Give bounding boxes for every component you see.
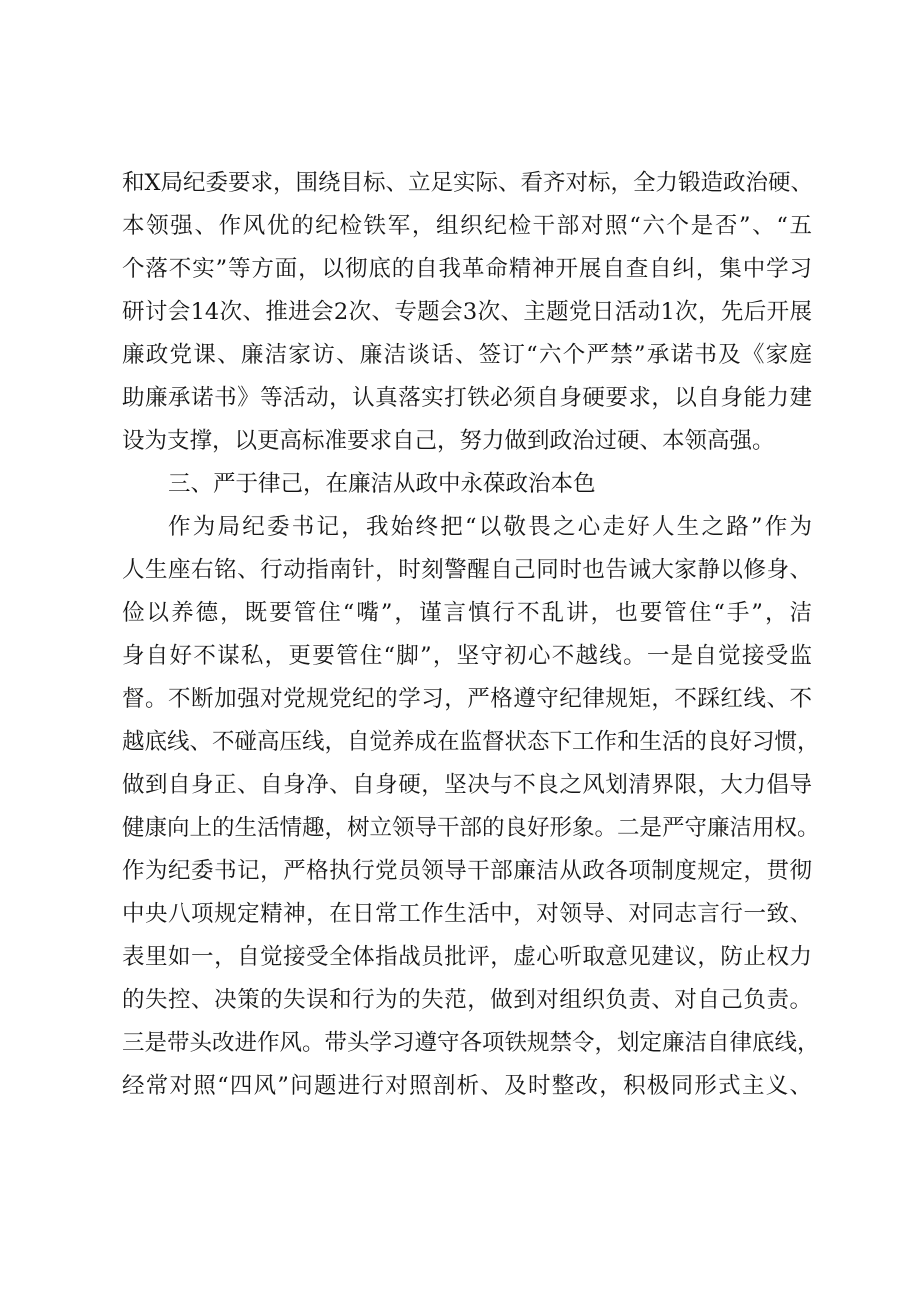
body-text-line: 研讨会14次、推进会2次、专题会3次、主题党日活动1次，先后开展 [122,299,812,325]
body-text-line: 俭以养德，既要管住“嘴”，谨言慎行不乱讲，也要管住“手”，洁 [122,600,812,626]
body-text-line: 督。不断加强对党规党纪的学习，严格遵守纪律规矩，不踩红线、不 [122,686,812,712]
body-text-line: 经常对照“四风”问题进行对照剖析、及时整改，积极同形式主义、 [122,1073,812,1099]
body-text-line: 健康向上的生活情趣，树立领导干部的良好形象。二是严守廉洁用权。 [122,815,820,841]
body-text-line: 作为纪委书记，严格执行党员领导干部廉洁从政各项制度规定，贯彻 [122,858,812,884]
body-text-line: 人生座右铭、行动指南针，时刻警醒自己同时也告诫大家静以修身、 [122,557,812,583]
body-text-line: 中央八项规定精神，在日常工作生活中，对领导、对同志言行一致、 [122,901,812,927]
body-text-line: 表里如一，自觉接受全体指战员批评，虚心听取意见建议，防止权力 [122,944,812,970]
body-text-line: 和X局纪委要求，围绕目标、立足实际、看齐对标，全力锻造政治硬、 [122,170,814,196]
body-text-line: 的失控、决策的失误和行为的失范，做到对组织负责、对自己负责。 [122,987,812,1013]
body-text-line: 越底线、不碰高压线，自觉养成在监督状态下工作和生活的良好习惯， [122,729,820,755]
body-text-line: 个落不实”等方面，以彻底的自我革命精神开展自查自纠，集中学习 [122,256,812,282]
body-text-line: 做到自身正、自身净、自身硬，坚决与不良之风划清界限，大力倡导 [122,772,812,798]
body-text-line: 作为局纪委书记，我始终把“以敬畏之心走好人生之路”作为 [168,514,812,540]
body-text-line: 身自好不谋私，更要管住“脚”，坚守初心不越线。一是自觉接受监 [122,643,812,669]
section-heading: 三、严于律己，在廉洁从政中永葆政治本色 [168,471,596,497]
body-text-line: 助廉承诺书》等活动，认真落实打铁必须自身硬要求，以自身能力建 [122,385,812,411]
body-text-line: 三是带头改进作风。带头学习遵守各项铁规禁令，划定廉洁自律底线， [122,1030,820,1056]
body-text-line: 设为支撑，以更高标准要求自己，努力做到政治过硬、本领高强。 [122,428,775,454]
body-text-line: 本领强、作风优的纪检铁军，组织纪检干部对照“六个是否”、“五 [122,213,812,239]
body-text-line: 廉政党课、廉洁家访、廉洁谈话、签订“六个严禁”承诺书及《家庭 [122,342,812,368]
